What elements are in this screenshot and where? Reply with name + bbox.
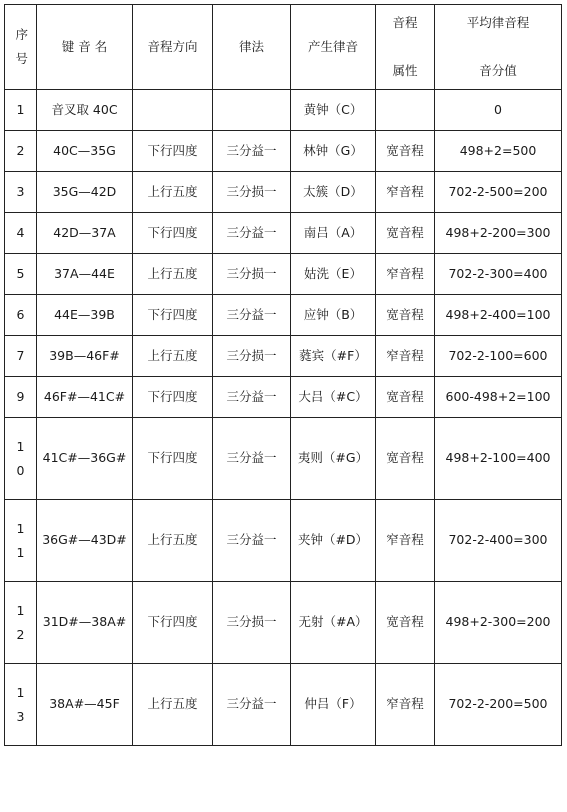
seq-cell: [5, 582, 37, 664]
attr-cell: 宽音程: [376, 582, 435, 664]
table-row: [5, 500, 562, 582]
method-cell: 三分益一: [213, 377, 291, 418]
method-cell: 三分损一: [213, 254, 291, 295]
value-cell: 498+2-400=100: [435, 295, 562, 336]
seq-number: 2: [16, 143, 25, 158]
seq-cell: [5, 336, 37, 377]
seq-number: 7: [16, 348, 25, 363]
temperament-table: [4, 4, 562, 746]
method-cell: 三分损一: [213, 336, 291, 377]
seq-number: 5: [16, 266, 25, 281]
header-method: 律法: [213, 5, 291, 90]
tone-cell: 无射（#A）: [291, 582, 376, 664]
table-row: [5, 90, 562, 131]
direction-cell: 下行四度: [133, 418, 213, 500]
value-cell: 498+2-200=300: [435, 213, 562, 254]
header-row: [5, 5, 562, 90]
key-name-cell: 41C#—36G#: [37, 418, 133, 500]
seq-cell: [5, 418, 37, 500]
direction-cell: 下行四度: [133, 131, 213, 172]
attr-cell: 宽音程: [376, 418, 435, 500]
header-produced-tone: 产生律音: [291, 5, 376, 90]
seq-cell: [5, 172, 37, 213]
method-cell: 三分益一: [213, 131, 291, 172]
method-cell: 三分益一: [213, 295, 291, 336]
value-cell: 498+2-100=400: [435, 418, 562, 500]
attr-cell: 宽音程: [376, 213, 435, 254]
seq-number: 10: [16, 438, 25, 478]
method-cell: 三分益一: [213, 418, 291, 500]
direction-cell: [133, 90, 213, 131]
direction-cell: 上行五度: [133, 664, 213, 746]
method-cell: [213, 90, 291, 131]
seq-number: 4: [16, 225, 25, 240]
seq-number: 11: [16, 520, 25, 560]
value-cell: 702-2-400=300: [435, 500, 562, 582]
direction-cell: 下行四度: [133, 295, 213, 336]
table-row: [5, 418, 562, 500]
direction-cell: 上行五度: [133, 254, 213, 295]
attr-cell: 宽音程: [376, 295, 435, 336]
value-cell: 498+2-300=200: [435, 582, 562, 664]
header-direction: 音程方向: [133, 5, 213, 90]
seq-number: 9: [16, 389, 25, 404]
value-cell: 600-498+2=100: [435, 377, 562, 418]
tone-cell: 太簇（D）: [291, 172, 376, 213]
method-cell: 三分益一: [213, 664, 291, 746]
method-cell: 三分益一: [213, 500, 291, 582]
tone-cell: 蕤宾（#F）: [291, 336, 376, 377]
header-key-name: 键 音 名: [37, 5, 133, 90]
header-seq: 序号: [5, 5, 37, 90]
key-name-cell: 38A#—45F: [37, 664, 133, 746]
attr-cell: 窄音程: [376, 664, 435, 746]
direction-cell: 下行四度: [133, 582, 213, 664]
key-name-cell: 42D—37A: [37, 213, 133, 254]
attr-cell: 窄音程: [376, 336, 435, 377]
seq-number: 1: [16, 102, 25, 117]
seq-cell: [5, 90, 37, 131]
tone-cell: 林钟（G）: [291, 131, 376, 172]
tone-cell: 夷则（#G）: [291, 418, 376, 500]
value-cell: 702-2-100=600: [435, 336, 562, 377]
table-row: [5, 131, 562, 172]
value-cell: 498+2=500: [435, 131, 562, 172]
direction-cell: 下行四度: [133, 377, 213, 418]
table-row: [5, 295, 562, 336]
table-row: [5, 254, 562, 295]
seq-cell: [5, 377, 37, 418]
key-name-cell: 44E—39B: [37, 295, 133, 336]
table-row: [5, 582, 562, 664]
tone-cell: 夹钟（#D）: [291, 500, 376, 582]
tone-cell: 仲吕（F）: [291, 664, 376, 746]
seq-number: 13: [16, 684, 25, 724]
seq-cell: [5, 664, 37, 746]
value-cell: 702-2-200=500: [435, 664, 562, 746]
key-name-cell: 40C—35G: [37, 131, 133, 172]
seq-cell: [5, 254, 37, 295]
key-name-cell: 46F#—41C#: [37, 377, 133, 418]
seq-number: 6: [16, 307, 25, 322]
attr-cell: 窄音程: [376, 254, 435, 295]
method-cell: 三分益一: [213, 213, 291, 254]
header-value-bottom: 音分值: [479, 62, 517, 78]
seq-number: 3: [16, 184, 25, 199]
tone-cell: 大吕（#C）: [291, 377, 376, 418]
key-name-cell: 36G#—43D#: [37, 500, 133, 582]
table-row: [5, 664, 562, 746]
value-cell: 0: [435, 90, 562, 131]
tone-cell: 黄钟（C）: [291, 90, 376, 131]
attr-cell: 宽音程: [376, 377, 435, 418]
attr-cell: 窄音程: [376, 500, 435, 582]
table-row: [5, 213, 562, 254]
table-row: [5, 377, 562, 418]
key-name-cell: 31D#—38A#: [37, 582, 133, 664]
direction-cell: 上行五度: [133, 500, 213, 582]
seq-cell: [5, 213, 37, 254]
key-name-cell: 37A—44E: [37, 254, 133, 295]
seq-number: 12: [16, 602, 25, 642]
tone-cell: 南吕（A）: [291, 213, 376, 254]
method-cell: 三分损一: [213, 582, 291, 664]
header-attr-top: 音程: [392, 15, 418, 30]
key-name-cell: 39B—46F#: [37, 336, 133, 377]
tone-cell: 姑洗（E）: [291, 254, 376, 295]
key-name-cell: 35G—42D: [37, 172, 133, 213]
header-value-top: 平均律音程: [466, 15, 530, 30]
method-cell: 三分损一: [213, 172, 291, 213]
header-interval-attr: [376, 5, 435, 90]
seq-cell: [5, 500, 37, 582]
direction-cell: 下行四度: [133, 213, 213, 254]
value-cell: 702-2-300=400: [435, 254, 562, 295]
attr-cell: 窄音程: [376, 172, 435, 213]
direction-cell: 上行五度: [133, 336, 213, 377]
attr-cell: 宽音程: [376, 131, 435, 172]
attr-cell: [376, 90, 435, 131]
header-cent-value: [435, 5, 562, 90]
direction-cell: 上行五度: [133, 172, 213, 213]
value-cell: 702-2-500=200: [435, 172, 562, 213]
seq-cell: [5, 295, 37, 336]
header-attr-bottom: 属性: [392, 62, 418, 78]
table-row: [5, 336, 562, 377]
seq-cell: [5, 131, 37, 172]
table-row: [5, 172, 562, 213]
key-name-cell: 音叉取 40C: [37, 90, 133, 131]
tone-cell: 应钟（B）: [291, 295, 376, 336]
